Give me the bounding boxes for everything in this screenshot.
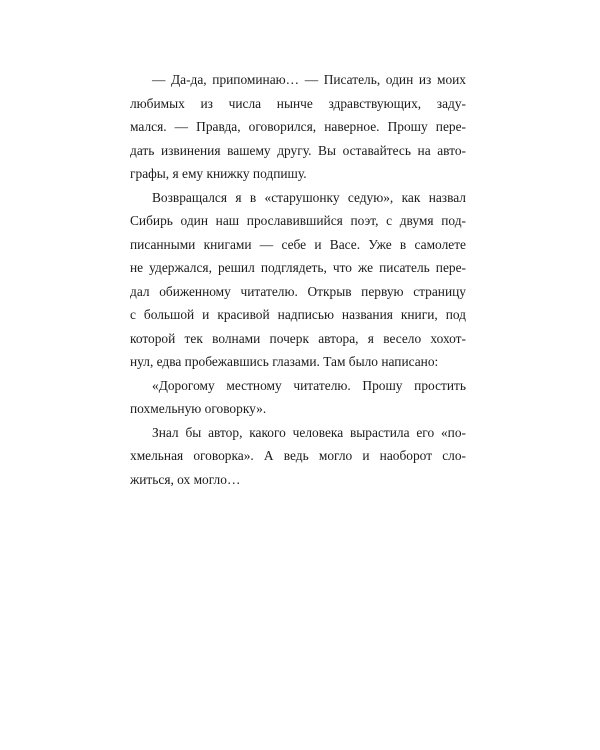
paragraph-2-line-4: не удержался, решил подглядеть, что же писатель пере-	[130, 260, 466, 275]
paragraph-3-line-1: «Дорогому местному читателю. Прошу простить	[152, 377, 466, 393]
body-text	[130, 68, 466, 491]
paragraph-4-line-2: хмельная оговорка». А ведь могло и наоборот сло-	[130, 448, 466, 463]
paragraph-2-line-1: Возвращался я в «старушонку седую», как назвал	[152, 189, 466, 205]
paragraph-2-line-3: писанными книгами — себе и Васе. Уже в самолете	[130, 236, 466, 252]
paragraph-2-line-8: нул, едва пробежавшись глазами. Там было написано:	[130, 354, 439, 369]
paragraph-1-line-5: графы, я ему книжку подпишу.	[130, 166, 307, 181]
paragraph-3-line-2: похмельную оговорку».	[130, 401, 267, 416]
paragraph-2-line-2: Сибирь один наш прославившийся поэт, с двумя под-	[130, 213, 466, 228]
paragraph-1-line-4: дать извинения вашему другу. Вы оставайтесь на авто-	[130, 142, 466, 158]
paragraph-2-line-6: с большой и красивой надписью названия книги, под	[130, 307, 466, 322]
paragraph-2-line-5: дал обиженному читателю. Открыв первую страницу	[130, 283, 466, 299]
paragraph-4-line-1: Знал бы автор, какого человека вырастила его «по-	[152, 424, 466, 440]
paragraph-1-line-1: — Да-да, припоминаю… — Писатель, один из моих	[152, 72, 466, 87]
paragraph-4-line-3: житься, ох могло…	[130, 471, 241, 487]
paragraph-1-line-3: мался. — Правда, оговорился, наверное. Прошу пере-	[130, 119, 466, 134]
paragraph-1-line-2: любимых из числа нынче здравствующих, заду-	[130, 95, 466, 111]
paragraph-2-line-7: которой тек волнами почерк автора, я весело хохот-	[130, 330, 466, 346]
